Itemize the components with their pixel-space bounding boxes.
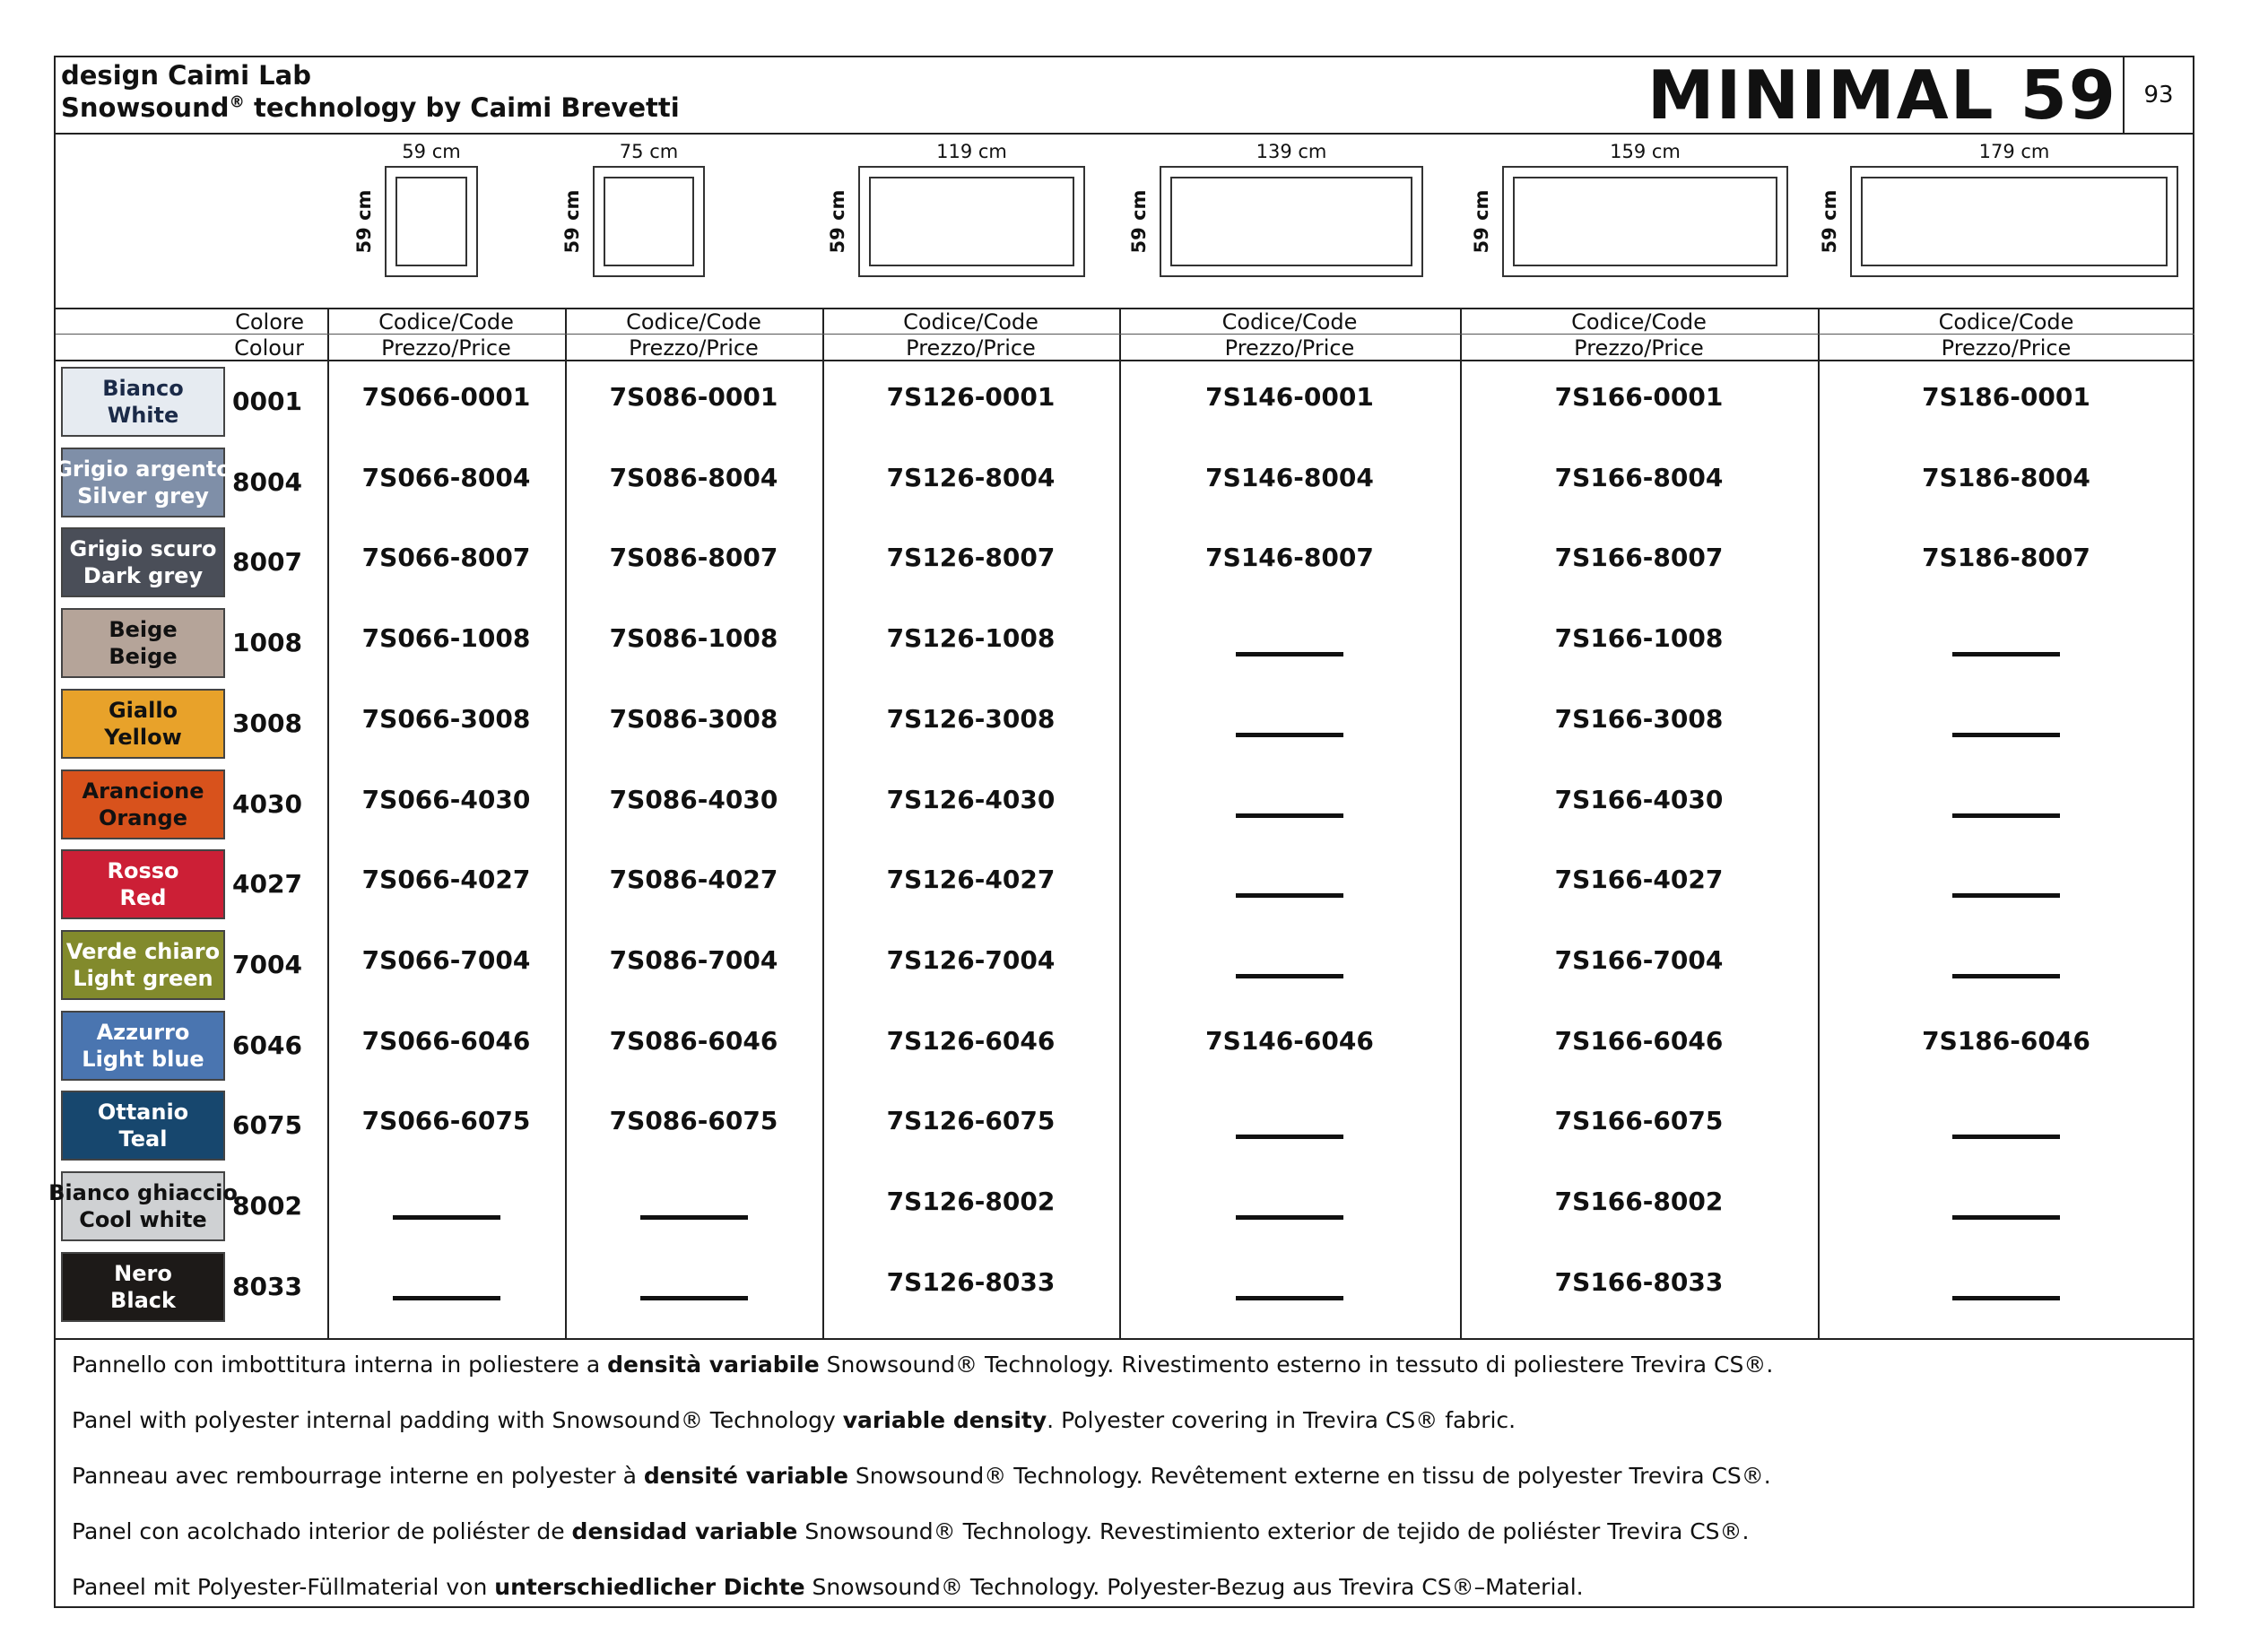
- note-text: . Polyester covering in Trevira CS® fabric.: [1047, 1407, 1516, 1433]
- product-code: 7S086-6075: [609, 1106, 778, 1136]
- product-code: 7S166-8007: [1554, 543, 1724, 573]
- product-code: 7S086-0001: [609, 382, 778, 412]
- not-available-dash: [1236, 1296, 1343, 1300]
- colour-header: Colour: [234, 335, 304, 361]
- code-header: Codice/Code: [903, 309, 1038, 335]
- color-swatch: [61, 849, 225, 919]
- price-header: Prezzo/Price: [1574, 335, 1704, 361]
- product-code: 7S166-4027: [1554, 865, 1724, 895]
- not-available-dash: [1236, 652, 1343, 656]
- note-text: Snowsound® Technology. Rivestimento esterno in tessuto di poliestere Trevira CS®.: [819, 1352, 1774, 1378]
- panel-width-label: 139 cm: [1256, 141, 1327, 162]
- panel-height-label: 59 cm: [1128, 189, 1150, 254]
- color-name-en: Black: [110, 1287, 176, 1313]
- product-code: 7S066-3008: [361, 703, 531, 734]
- note-text: Panel con acolchado interior de poliéster de: [72, 1518, 572, 1544]
- product-code: 7S166-8033: [1554, 1266, 1724, 1297]
- note-line: [72, 1573, 1584, 1602]
- product-code: 7S166-6075: [1554, 1106, 1724, 1136]
- panel-width-label: 75 cm: [619, 141, 679, 162]
- product-code: 7S166-8002: [1554, 1187, 1724, 1216]
- product-code: 7S126-6046: [886, 1025, 1056, 1056]
- color-name-it: Arancione: [82, 778, 204, 804]
- not-available-dash: [1952, 733, 2060, 737]
- panel-outline: [385, 166, 478, 277]
- technology-name: Snowsound: [61, 92, 230, 123]
- color-name-it: Grigio scuro: [69, 536, 217, 562]
- color-swatch: [55, 448, 231, 517]
- not-available-dash: [1236, 733, 1343, 737]
- product-code: 7S066-6046: [361, 1025, 531, 1056]
- column-divider: [1818, 308, 1820, 1338]
- note-line: [72, 1517, 1750, 1546]
- color-name-en: Silver grey: [77, 483, 209, 509]
- color-name-en: Beige: [109, 644, 178, 670]
- product-code: 7S086-7004: [609, 944, 778, 975]
- color-name-it: Nero: [114, 1260, 172, 1286]
- product-code: 7S066-7004: [361, 944, 531, 975]
- technology-suffix: technology by Caimi Brevetti: [244, 92, 680, 123]
- note-text: Snowsound® Technology. Revestimiento exterior de tejido de poliéster Trevira CS®.: [797, 1518, 1750, 1544]
- not-available-dash: [1236, 813, 1343, 818]
- color-swatch: [61, 367, 225, 437]
- code-header: Codice/Code: [378, 309, 514, 335]
- price-header: Prezzo/Price: [906, 335, 1036, 361]
- product-code: 7S146-8004: [1205, 462, 1374, 492]
- color-name-it: Beige: [109, 617, 178, 643]
- color-number: 8033: [232, 1271, 302, 1301]
- column-divider: [565, 308, 567, 1338]
- not-available-dash: [1236, 1135, 1343, 1139]
- product-code: 7S086-4030: [609, 784, 778, 814]
- product-code: 7S066-0001: [361, 382, 531, 412]
- panel-inner-outline: [604, 177, 694, 266]
- color-name-en: White: [107, 403, 179, 428]
- product-code: 7S146-0001: [1205, 382, 1374, 412]
- panel-width-label: 59 cm: [402, 141, 461, 162]
- product-code: 7S186-8007: [1922, 543, 2090, 573]
- panel-inner-outline: [1513, 177, 1777, 266]
- color-number: 6075: [232, 1110, 302, 1141]
- not-available-dash: [1952, 1135, 2060, 1139]
- product-code: 7S086-8004: [609, 462, 778, 492]
- product-code: 7S066-8007: [361, 543, 531, 573]
- product-code: 7S126-4027: [886, 865, 1056, 895]
- note-bold: unterschiedlicher Dichte: [494, 1574, 805, 1600]
- product-title: MINIMAL 59: [1647, 56, 2117, 135]
- product-code: 7S126-7004: [886, 944, 1056, 975]
- note-text: Paneel mit Polyester-Füllmaterial von: [72, 1574, 495, 1600]
- price-header: Prezzo/Price: [629, 335, 759, 361]
- color-name-it: Bianco: [102, 376, 184, 401]
- header-divider: [56, 334, 2194, 335]
- product-code: 7S126-4030: [886, 784, 1056, 814]
- color-swatch: [61, 1091, 225, 1161]
- product-code: 7S166-7004: [1554, 944, 1724, 975]
- color-name-it: Giallo: [108, 697, 178, 723]
- note-bold: variable density: [842, 1407, 1047, 1433]
- color-number: 8004: [232, 466, 302, 497]
- color-name-en: Light green: [73, 965, 213, 991]
- column-divider: [822, 308, 824, 1338]
- panel-outline: [1850, 166, 2178, 277]
- page-number: 93: [2123, 57, 2193, 133]
- product-code: 7S126-8002: [886, 1187, 1056, 1216]
- product-code: 7S186-6046: [1922, 1025, 2090, 1056]
- not-available-dash: [1236, 974, 1343, 978]
- color-number: 8007: [232, 547, 302, 578]
- product-code: 7S126-6075: [886, 1106, 1056, 1136]
- panel-outline: [1160, 166, 1423, 277]
- panel-width-label: 119 cm: [936, 141, 1007, 162]
- panel-outline: [1502, 166, 1788, 277]
- product-code: 7S066-6075: [361, 1106, 531, 1136]
- column-divider: [1460, 308, 1462, 1338]
- price-header: Prezzo/Price: [1224, 335, 1355, 361]
- color-swatch: [61, 608, 225, 678]
- product-code: 7S126-1008: [886, 623, 1056, 654]
- note-bold: densidad variable: [571, 1518, 798, 1544]
- panel-inner-outline: [869, 177, 1074, 266]
- color-name-en: Light blue: [82, 1046, 204, 1072]
- color-name-en: Teal: [118, 1126, 168, 1152]
- color-swatch: [61, 527, 225, 597]
- panel-width-label: 159 cm: [1610, 141, 1681, 162]
- color-swatch: [61, 1252, 225, 1322]
- not-available-dash: [1952, 893, 2060, 898]
- code-header: Codice/Code: [1571, 309, 1707, 335]
- registered-mark: ®: [229, 93, 245, 112]
- color-name-en: Dark grey: [83, 563, 204, 589]
- color-swatch: [61, 689, 225, 759]
- code-header: Codice/Code: [626, 309, 761, 335]
- product-code: 7S166-8004: [1554, 462, 1724, 492]
- product-code: 7S166-4030: [1554, 784, 1724, 814]
- product-code: 7S166-3008: [1554, 703, 1724, 734]
- note-line: [72, 1462, 1771, 1491]
- panel-height-label: 59 cm: [1471, 189, 1492, 254]
- product-code: 7S166-0001: [1554, 382, 1724, 412]
- not-available-dash: [1236, 1215, 1343, 1220]
- not-available-dash: [1236, 893, 1343, 898]
- panel-inner-outline: [395, 177, 467, 266]
- not-available-dash: [1952, 813, 2060, 818]
- color-swatch: [61, 769, 225, 839]
- product-code: 7S126-8007: [886, 543, 1056, 573]
- note-bold: densité variable: [643, 1463, 848, 1489]
- panel-outline: [858, 166, 1085, 277]
- product-code: 7S126-8004: [886, 462, 1056, 492]
- price-sheet: [48, 56, 2194, 1608]
- code-header: Codice/Code: [1938, 309, 2074, 335]
- colore-header: Colore: [235, 309, 304, 335]
- product-code: 7S126-8033: [886, 1266, 1056, 1297]
- not-available-dash: [1952, 1215, 2060, 1220]
- product-code: 7S086-1008: [609, 623, 778, 654]
- color-swatch: [61, 930, 225, 1000]
- not-available-dash: [393, 1215, 500, 1220]
- color-number: 3008: [232, 708, 302, 738]
- color-number: 4030: [232, 788, 302, 819]
- color-name-en: Red: [119, 885, 167, 911]
- note-text: Pannello con imbottitura interna in poliestere a: [72, 1352, 608, 1378]
- designer-credit: design Caimi Lab: [61, 60, 311, 91]
- color-number: 7004: [232, 949, 302, 979]
- panel-inner-outline: [1861, 177, 2168, 266]
- product-code: 7S086-3008: [609, 703, 778, 734]
- product-code: 7S086-4027: [609, 865, 778, 895]
- note-text: Panel with polyester internal padding with Snowsound® Technology: [72, 1407, 843, 1433]
- panel-outline: [593, 166, 705, 277]
- color-swatch: [48, 1171, 238, 1241]
- note-line: [72, 1351, 1773, 1379]
- panel-width-label: 179 cm: [1978, 141, 2050, 162]
- color-name-it: Azzurro: [96, 1019, 190, 1045]
- not-available-dash: [640, 1296, 748, 1300]
- divider: [56, 133, 2193, 135]
- technology-credit: [61, 91, 680, 124]
- color-name-it: Verde chiaro: [65, 938, 221, 964]
- color-name-it: Bianco ghiaccio: [48, 1180, 238, 1205]
- color-number: 1008: [232, 628, 302, 658]
- not-available-dash: [1952, 974, 2060, 978]
- panel-height-label: 59 cm: [561, 189, 583, 254]
- not-available-dash: [393, 1296, 500, 1300]
- color-name-it: Ottanio: [97, 1100, 189, 1126]
- product-code: 7S166-6046: [1554, 1025, 1724, 1056]
- product-code: 7S126-3008: [886, 703, 1056, 734]
- panel-inner-outline: [1170, 177, 1412, 266]
- panel-height-label: 59 cm: [827, 189, 848, 254]
- color-number: 8002: [232, 1191, 302, 1221]
- price-header: Prezzo/Price: [381, 335, 511, 361]
- color-number: 6046: [232, 1030, 302, 1060]
- product-code: 7S166-1008: [1554, 623, 1724, 654]
- not-available-dash: [1952, 652, 2060, 656]
- note-bold: densità variabile: [607, 1352, 820, 1378]
- product-code: 7S066-1008: [361, 623, 531, 654]
- price-header: Prezzo/Price: [1941, 335, 2072, 361]
- color-number: 4027: [232, 869, 302, 900]
- note-text: Panneau avec rembourrage interne en polyester à: [72, 1463, 644, 1489]
- not-available-dash: [640, 1215, 748, 1220]
- product-code: 7S066-4027: [361, 865, 531, 895]
- color-name-it: Grigio argento: [55, 456, 231, 482]
- product-code: 7S066-8004: [361, 462, 531, 492]
- code-header: Codice/Code: [1221, 309, 1358, 335]
- panel-height-label: 59 cm: [353, 189, 375, 254]
- note-text: Snowsound® Technology. Revêtement externe en tissu de polyester Trevira CS®.: [847, 1463, 1771, 1489]
- note-text: Snowsound® Technology. Polyester-Bezug aus Trevira CS®–Material.: [804, 1574, 1584, 1600]
- divider: [56, 1338, 2193, 1340]
- product-code: 7S086-6046: [609, 1025, 778, 1056]
- product-code: 7S186-0001: [1922, 382, 2090, 412]
- product-code: 7S186-8004: [1922, 462, 2090, 492]
- color-name-it: Rosso: [107, 858, 179, 884]
- color-number: 0001: [232, 387, 302, 416]
- product-code: 7S086-8007: [609, 543, 778, 573]
- color-name-en: Orange: [99, 804, 187, 830]
- product-code: 7S146-8007: [1205, 543, 1374, 573]
- color-swatch: [61, 1011, 225, 1081]
- column-divider: [1119, 308, 1121, 1338]
- color-name-en: Cool white: [79, 1207, 207, 1232]
- product-code: 7S066-4030: [361, 784, 531, 814]
- not-available-dash: [1952, 1296, 2060, 1300]
- note-line: [72, 1406, 1516, 1435]
- panel-height-label: 59 cm: [1819, 189, 1840, 254]
- color-name-en: Yellow: [104, 724, 182, 750]
- product-code: 7S126-0001: [886, 382, 1056, 412]
- product-code: 7S146-6046: [1205, 1025, 1374, 1056]
